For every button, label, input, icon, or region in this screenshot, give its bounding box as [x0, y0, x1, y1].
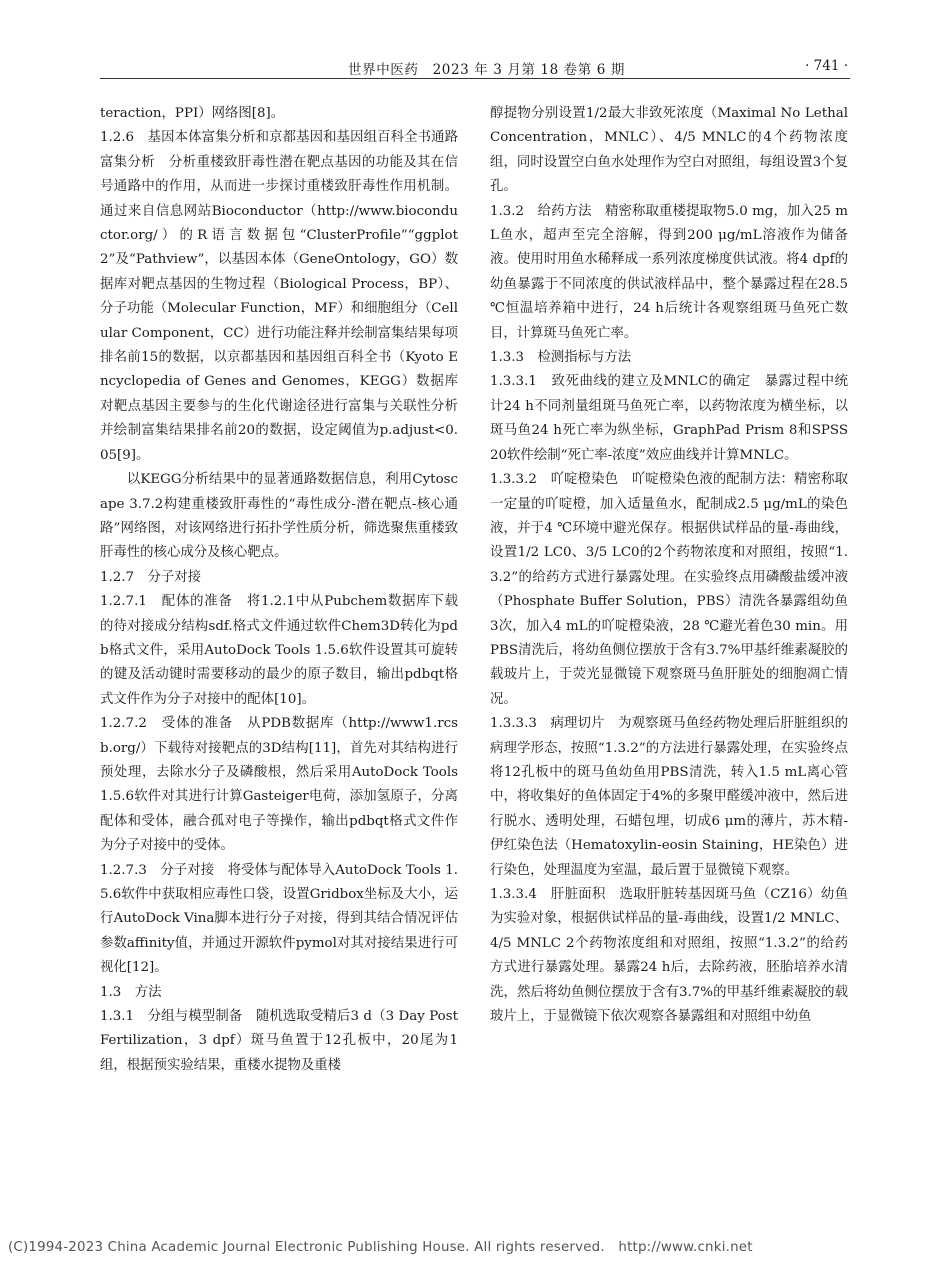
- heading-1-3-3: 1.3.3 检测指标与方法: [490, 350, 632, 366]
- copyright-footer: (C)1994-2023 China Academic Journal Electronic Publishing House. All rights reserved. http://www.cnki.net: [8, 1240, 753, 1255]
- paragraph-1-3-2: 1.3.2 给药方法 精密称取重楼提取物5.0 mg，加入25 mL鱼水，超声至完全溶解，得到200 μg/mL溶液作为储备液。使用时用鱼水稀释成一系列浓度梯度供试液。将4 dpf的幼鱼暴露于不同浓度的供试液样品中，整个暴露过程在28.5 ℃恒温培养箱中进行，24 h后统计各观察组斑马鱼死亡数目，计算斑马鱼死亡率。: [490, 203, 848, 341]
- left-column: [100, 102, 458, 1212]
- journal-title: 世界中医药 2023 年 3 月第 18 卷第 6 期: [348, 62, 625, 78]
- heading-1-2-7: 1.2.7 分子对接: [100, 569, 202, 585]
- page-number: · 741 ·: [805, 58, 848, 74]
- heading-1-3: 1.3 方法: [100, 984, 162, 1000]
- paragraph-1-2-6: 1.2.6 基因本体富集分析和京都基因和基因组百科全书通路富集分析 分析重楼致肝毒性潜在靶点基因的功能及其在信号通路中的作用，从而进一步探讨重楼致肝毒性作用机制。通过来自信息网站Bioconductor（http://www.bioconductor.org/）的R语言数据包“ClusterProfile”“ggplot2”及“Pathview”，以基因本体（GeneOntology，GO）数据库对靶点基因的生物过程（Biological Process，BP）、分子功能（Molecular Function，MF）和细胞组分（Cellular Component，CC）进行功能注释并绘制富集结果每项排名前15的数据，以京都基因和基因组百科全书（Kyoto Encyclopedia of Genes and Genomes，KEGG）数据库对靶点基因主要参与的生化代谢途径进行富集与关联性分析并绘制富集结果排名前20的数据，设定阈值为p.adjust<0.05[9]。: [100, 130, 458, 463]
- paragraph-1-3-3-4: 1.3.3.4 肝脏面积 选取肝脏转基因斑马鱼（CZ16）幼鱼为实验对象，根据供试样品的量-毒曲线，设置1/2 MNLC、4/5 MNLC 2个药物浓度组和对照组，按照“1.3.2”的给药方式进行暴露处理。暴露24 h后，去除药液，胚胎培养水清洗，然后将幼鱼侧位摆放于含有3.7%的甲基纤维素凝胶的载玻片上，于显微镜下依次观察各暴露组和对照组中幼鱼: [490, 887, 848, 1025]
- paragraph-1-2-7-2: 1.2.7.2 受体的准备 从PDB数据库（http://www1.rcsb.org/）下载待对接靶点的3D结构[11]，首先对其结构进行预处理，去除水分子及磷酸根，然后采用AutoDock Tools 1.5.6软件对其进行计算Gasteiger电荷，添加氢原子，分离配体和受体，融合孤对电子等操作，输出pdbqt格式文件作为分子对接中的受体。: [100, 716, 458, 854]
- paragraph-continuation: teraction，PPI）网络图[8]。: [100, 106, 285, 121]
- paragraph-1-3-3-1: 1.3.3.1 致死曲线的建立及MNLC的确定 暴露过程中统计24 h不同剂量组斑马鱼死亡率，以药物浓度为横坐标，以斑马鱼24 h死亡率为纵坐标，GraphPad Prism 8和SPSS 20软件绘制“死亡率-浓度”效应曲线并计算MNLC。: [490, 374, 848, 463]
- paragraph-kegg-network: 以KEGG分析结果中的显著通路数据信息，利用Cytoscape 3.7.2构建重楼致肝毒性的“毒性成分-潜在靶点-核心通路”网络图，对该网络进行拓扑学性质分析，筛选聚焦重楼致肝毒性的核心成分及核心靶点。: [100, 472, 458, 561]
- paragraph-1-2-7-1: 1.2.7.1 配体的准备 将1.2.1中从Pubchem数据库下载的待对接成分结构sdf.格式文件通过软件Chem3D转化为pdb格式文件，采用AutoDock Tools 1.5.6软件设置其可旋转的键及活动键时需要移动的最少的原子数目，输出pdbqt格式文件作为分子对接中的配体[10]。: [100, 594, 458, 707]
- paragraph-1-3-3-3: 1.3.3.3 病理切片 为观察斑马鱼经药物处理后肝脏组织的病理学形态，按照“1.3.2”的方法进行暴露处理，在实验终点将12孔板中的斑马鱼幼鱼用PBS清洗，转入1.5 mL离心管中，将收集好的鱼体固定于4%的多聚甲醛缓冲液中，然后进行脱水、透明处理，石蜡包埋，切成6 μm的薄片，苏木精-伊红染色法（Hematoxylin-eosin Staining，HE染色）进行染色，处理温度为室温，最后置于显微镜下观察。: [490, 716, 848, 878]
- right-column: [490, 102, 848, 1212]
- paragraph-1-2-7-3: 1.2.7.3 分子对接 将受体与配体导入AutoDock Tools 1.5.6软件中获取相应毒性口袋，设置Gridbox坐标及大小，运行AutoDock Vina脚本进行分子对接，得到其结合情况评估参数affinity值，并通过开源软件pymol对其对接结果进行可视化[12]。: [100, 862, 458, 976]
- paragraph-continuation-right: 醇提物分别设置1/2最大非致死浓度（Maximal No Lethal Concentration，MNLC）、4/5 MNLC的4个药物浓度组，同时设置空白鱼水处理作为空白对照组，每组设置3个复孔。: [490, 106, 848, 195]
- paragraph-1-3-1: 1.3.1 分组与模型制备 随机选取受精后3 d（3 Day Post Fertilization，3 dpf）斑马鱼置于12孔板中，20尾为1组，根据预实验结果，重楼水提物及重楼: [100, 1009, 458, 1073]
- paragraph-1-3-3-2: 1.3.3.2 吖啶橙染色 吖啶橙染色液的配制方法：精密称取一定量的吖啶橙，加入适量鱼水，配制成2.5 μg/mL的染色液，并于4 ℃环境中避光保存。根据供试样品的量-毒曲线，设置1/2 LC0、3/5 LC0的2个药物浓度和对照组，按照“1.3.2”的给药方式进行暴露处理。在实验终点用磷酸盐缓冲液（Phosphate Buffer Solution，PBS）清洗各暴露组幼鱼3次，加入4 mL的吖啶橙染液，28 ℃避光着色30 min。用PBS清洗后，将幼鱼侧位摆放于含有3.7%甲基纤维素凝胶的载玻片上，于荧光显微镜下观察斑马鱼肝脏处的细胞凋亡情况。: [490, 472, 848, 707]
- running-header: [100, 38, 850, 79]
